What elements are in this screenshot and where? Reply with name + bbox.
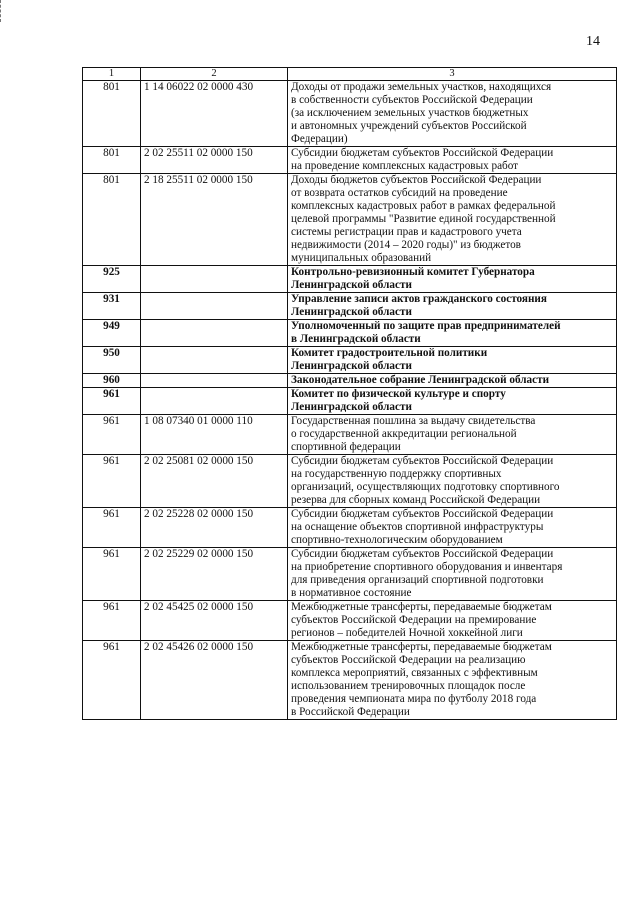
table-body bbox=[83, 81, 617, 720]
table-header-row bbox=[83, 68, 617, 81]
revenue-name-cell: Государственная пошлина за выдачу свидетельства о государственной аккредитации региональной спортивной федерации bbox=[288, 415, 617, 455]
table-row bbox=[83, 347, 617, 374]
revenue-name-cell: Уполномоченный по защите прав предпринимателей в Ленинградской области bbox=[288, 320, 617, 347]
revenue-code-cell bbox=[141, 266, 288, 293]
revenue-code-cell: 2 02 45426 02 0000 150 bbox=[141, 641, 288, 720]
revenue-name-cell: Субсидии бюджетам субъектов Российской Федерации на проведение комплексных кадастровых работ bbox=[288, 147, 617, 174]
admin-code-cell: 961 bbox=[83, 601, 141, 641]
revenue-code-cell bbox=[141, 320, 288, 347]
admin-code-cell: 801 bbox=[83, 81, 141, 147]
revenue-code-cell: 1 14 06022 02 0000 430 bbox=[141, 81, 288, 147]
revenue-code-cell: 1 08 07340 01 0000 110 bbox=[141, 415, 288, 455]
table-row bbox=[83, 81, 617, 147]
revenue-code-cell: 2 18 25511 02 0000 150 bbox=[141, 174, 288, 266]
revenue-name-cell: Межбюджетные трансферты, передаваемые бюджетам субъектов Российской Федерации на премирование регионов – победителей Ночной хоккейной лиги bbox=[288, 601, 617, 641]
admin-code-cell: 961 bbox=[83, 455, 141, 508]
table-row bbox=[83, 641, 617, 720]
table-row bbox=[83, 508, 617, 548]
admin-code-cell: 961 bbox=[83, 548, 141, 601]
revenue-code-cell bbox=[141, 293, 288, 320]
admin-code-cell: 950 bbox=[83, 347, 141, 374]
admin-code-cell: 801 bbox=[83, 147, 141, 174]
admin-code-cell: 961 bbox=[83, 415, 141, 455]
revenue-codes-table bbox=[82, 67, 617, 720]
table-row bbox=[83, 388, 617, 415]
table-row bbox=[83, 601, 617, 641]
revenue-name-cell: Межбюджетные трансферты, передаваемые бюджетам субъектов Российской Федерации на реализацию комплекса мероприятий, связанных с эффективным использованием тренировочных площадок после проведения чемпионата мира по футболу 2018 года в Российской Федерации bbox=[288, 641, 617, 720]
header-col-1: 1 bbox=[83, 68, 141, 81]
table-row bbox=[83, 293, 617, 320]
table-row bbox=[83, 455, 617, 508]
revenue-name-cell: Доходы от продажи земельных участков, находящихся в собственности субъектов Российской Федерации (за исключением земельных участков бюджетных и автономных учреждений субъектов Российской Федерации) bbox=[288, 81, 617, 147]
revenue-code-cell bbox=[141, 388, 288, 415]
table-row bbox=[83, 374, 617, 388]
revenue-name-cell: Субсидии бюджетам субъектов Российской Федерации на государственную поддержку спортивных организаций, осуществляющих подготовку спортивного резерва для сборных команд Российской Федерации bbox=[288, 455, 617, 508]
admin-code-cell: 960 bbox=[83, 374, 141, 388]
admin-code-cell: 961 bbox=[83, 388, 141, 415]
revenue-code-cell bbox=[141, 374, 288, 388]
table-row bbox=[83, 174, 617, 266]
admin-code-cell: 925 bbox=[83, 266, 141, 293]
revenue-code-cell bbox=[141, 347, 288, 374]
table-row bbox=[83, 548, 617, 601]
table-row bbox=[83, 147, 617, 174]
table-row bbox=[83, 320, 617, 347]
revenue-name-cell: Субсидии бюджетам субъектов Российской Федерации на приобретение спортивного оборудования и инвентаря для приведения организаций спортивной подготовки в нормативное состояние bbox=[288, 548, 617, 601]
revenue-code-cell: 2 02 25228 02 0000 150 bbox=[141, 508, 288, 548]
header-col-2: 2 bbox=[141, 68, 288, 81]
table-row bbox=[83, 266, 617, 293]
admin-code-cell: 949 bbox=[83, 320, 141, 347]
revenue-name-cell: Комитет градостроительной политики Ленинградской области bbox=[288, 347, 617, 374]
revenue-name-cell: Субсидии бюджетам субъектов Российской Федерации на оснащение объектов спортивной инфраструктуры спортивно-технологическим оборудованием bbox=[288, 508, 617, 548]
revenue-name-cell: Контрольно-ревизионный комитет Губернатора Ленинградской области bbox=[288, 266, 617, 293]
revenue-name-cell: Управление записи актов гражданского состояния Ленинградской области bbox=[288, 293, 617, 320]
revenue-name-cell: Доходы бюджетов субъектов Российской Федерации от возврата остатков субсидий на проведение комплексных кадастровых работ в рамках федеральной целевой программы "Развитие единой государственной системы регистрации прав и кадастрового учета недвижимости (2014 – 2020 годы)" из бюджетов муниципальных образований bbox=[288, 174, 617, 266]
revenue-code-cell: 2 02 25229 02 0000 150 bbox=[141, 548, 288, 601]
revenue-code-cell: 2 02 25511 02 0000 150 bbox=[141, 147, 288, 174]
header-col-3: 3 bbox=[288, 68, 617, 81]
table-row bbox=[83, 415, 617, 455]
revenue-name-cell: Законодательное собрание Ленинградской области bbox=[288, 374, 617, 388]
admin-code-cell: 961 bbox=[83, 641, 141, 720]
revenue-code-cell: 2 02 45425 02 0000 150 bbox=[141, 601, 288, 641]
revenue-code-cell: 2 02 25081 02 0000 150 bbox=[141, 455, 288, 508]
admin-code-cell: 961 bbox=[83, 508, 141, 548]
admin-code-cell: 931 bbox=[83, 293, 141, 320]
revenue-name-cell: Комитет по физической культуре и спорту Ленинградской области bbox=[288, 388, 617, 415]
admin-code-cell: 801 bbox=[83, 174, 141, 266]
scan-margin-mark bbox=[0, 0, 7, 22]
page-number: 14 bbox=[586, 34, 600, 49]
